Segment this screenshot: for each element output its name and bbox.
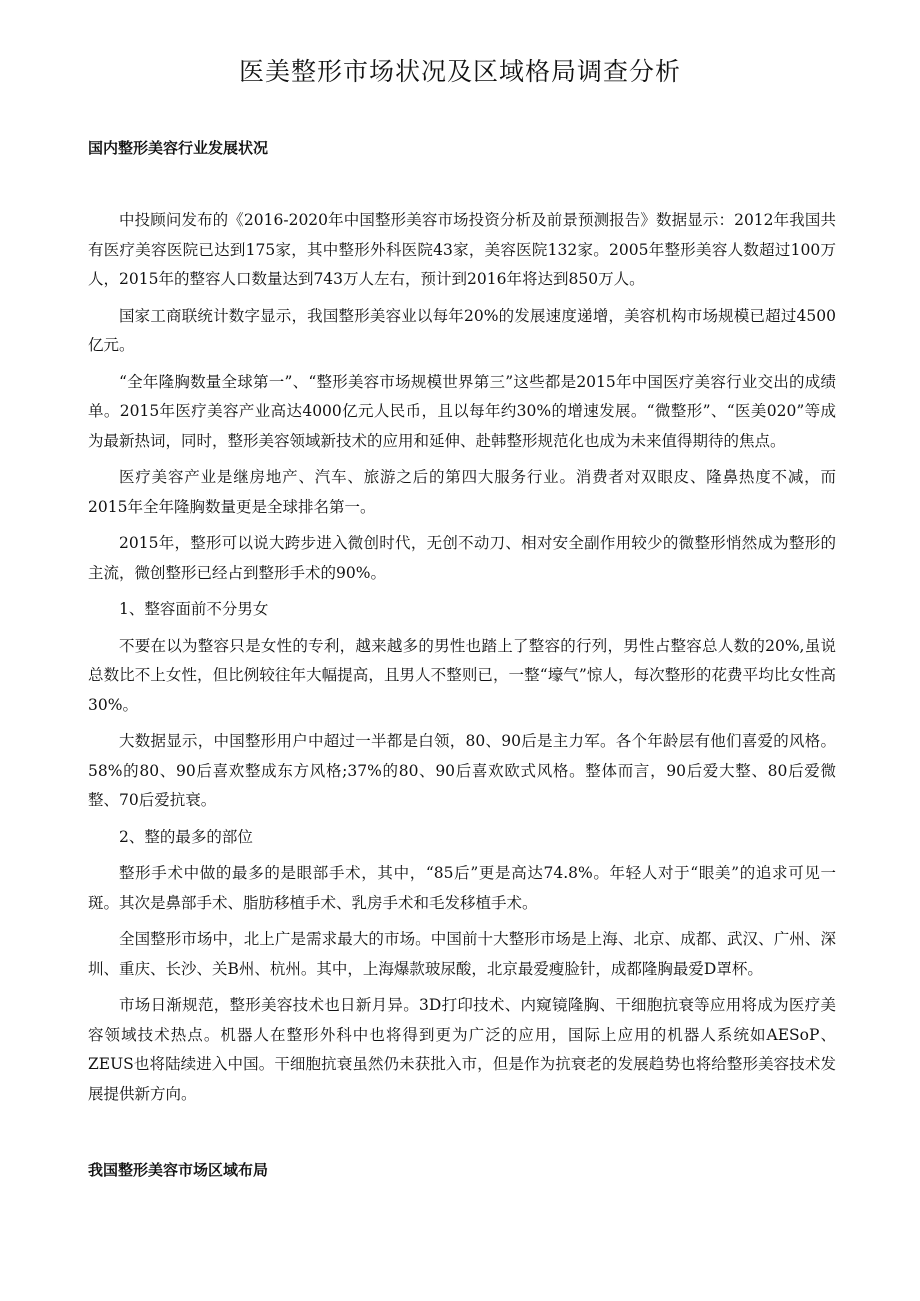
paragraph: 全国整形市场中，北上广是需求最大的市场。中国前十大整形市场是上海、北京、成都、武汉、广州、深圳、重庆、长沙、关B州、杭州。其中，上海爆款玻尿酸，北京最爱瘦脸针，成都隆胸最爱D罩杯。 xyxy=(88,930,836,978)
paragraph: 不要在以为整容只是女性的专利，越来越多的男性也踏上了整容的行列，男性占整容总人数的20%,虽说总数比不上女性，但比例较往年大幅提高，且男人不整则已，一整“壕气”惊人，每次整形的花费平均比女性高30%。 xyxy=(88,636,836,714)
paragraph: 国家工商联统计数字显示，我国整形美容业以每年20%的发展速度递增，美容机构市场规模已超过4500亿元。 xyxy=(88,306,836,354)
paragraph: 2015年，整形可以说大跨步进入微创时代，无创不动刀、相对安全副作用较少的微整形悄然成为整形的主流，微创整形已经占到整形手术的90%。 xyxy=(88,534,836,582)
paragraph: “全年隆胸数量全球第一”、“整形美容市场规模世界第三”这些都是2015年中国医疗美容行业交出的成绩单。2015年医疗美容产业高达4000亿元人民币，且以每年约30%的增速发展。“微整形”、“医美020”等成为最新热词，同时，整形美容领域新技术的应用和延伸、赴韩整形规范化也成为未来值得期待的焦点。 xyxy=(88,372,836,450)
document-body xyxy=(88,206,836,1116)
paragraph: 中投顾问发布的《2016-2020年中国整形美容市场投资分析及前景预测报告》数据显示：2012年我国共有医疗美容医院已达到175家，其中整形外科医院43家，美容医院132家。2005年整形美容人数超过100万人，2015年的整容人口数量达到743万人左右，预计到2016年将达到850万人。 xyxy=(88,211,836,288)
page-title: 医美整形市场状况及区域格局调查分析 xyxy=(238,57,681,86)
paragraph: 市场日渐规范，整形美容技术也日新月异。3D打印技术、内窥镜隆胸、干细胞抗衰等应用将成为医疗美容领域技术热点。机器人在整形外科中也将得到更为广泛的应用，国际上应用的机器人系统如AESoP、ZEUS也将陆续进入中国。干细胞抗衰虽然仍未获批入市，但是作为抗衰老的发展趋势也将给整形美容技术发展提供新方向。 xyxy=(88,996,836,1103)
subheading-gender: 1、整容面前不分男女 xyxy=(119,600,269,618)
section-heading-regional-layout: 我国整形美容市场区域布局 xyxy=(88,1161,269,1179)
section-heading-industry-status: 国内整形美容行业发展状况 xyxy=(88,139,269,157)
paragraph: 整形手术中做的最多的是眼部手术，其中，“85后”更是高达74.8%。年轻人对于“眼美”的追求可见一斑。其次是鼻部手术、脂肪移植手术、乳房手术和毛发移植手术。 xyxy=(88,864,836,912)
subheading-body-parts: 2、整的最多的部位 xyxy=(119,827,253,846)
paragraph: 大数据显示，中国整形用户中超过一半都是白领，80、90后是主力军。各个年龄层有他们喜爱的风格。58%的80、90后喜欢整成东方风格;37%的80、90后喜欢欧式风格。整体而言，90后爱大整、80后爱微整、70后爱抗衰。 xyxy=(88,732,836,809)
paragraph: 医疗美容产业是继房地产、汽车、旅游之后的第四大服务行业。消费者对双眼皮、隆鼻热度不减，而2015年全年隆胸数量更是全球排名第一。 xyxy=(88,468,836,516)
